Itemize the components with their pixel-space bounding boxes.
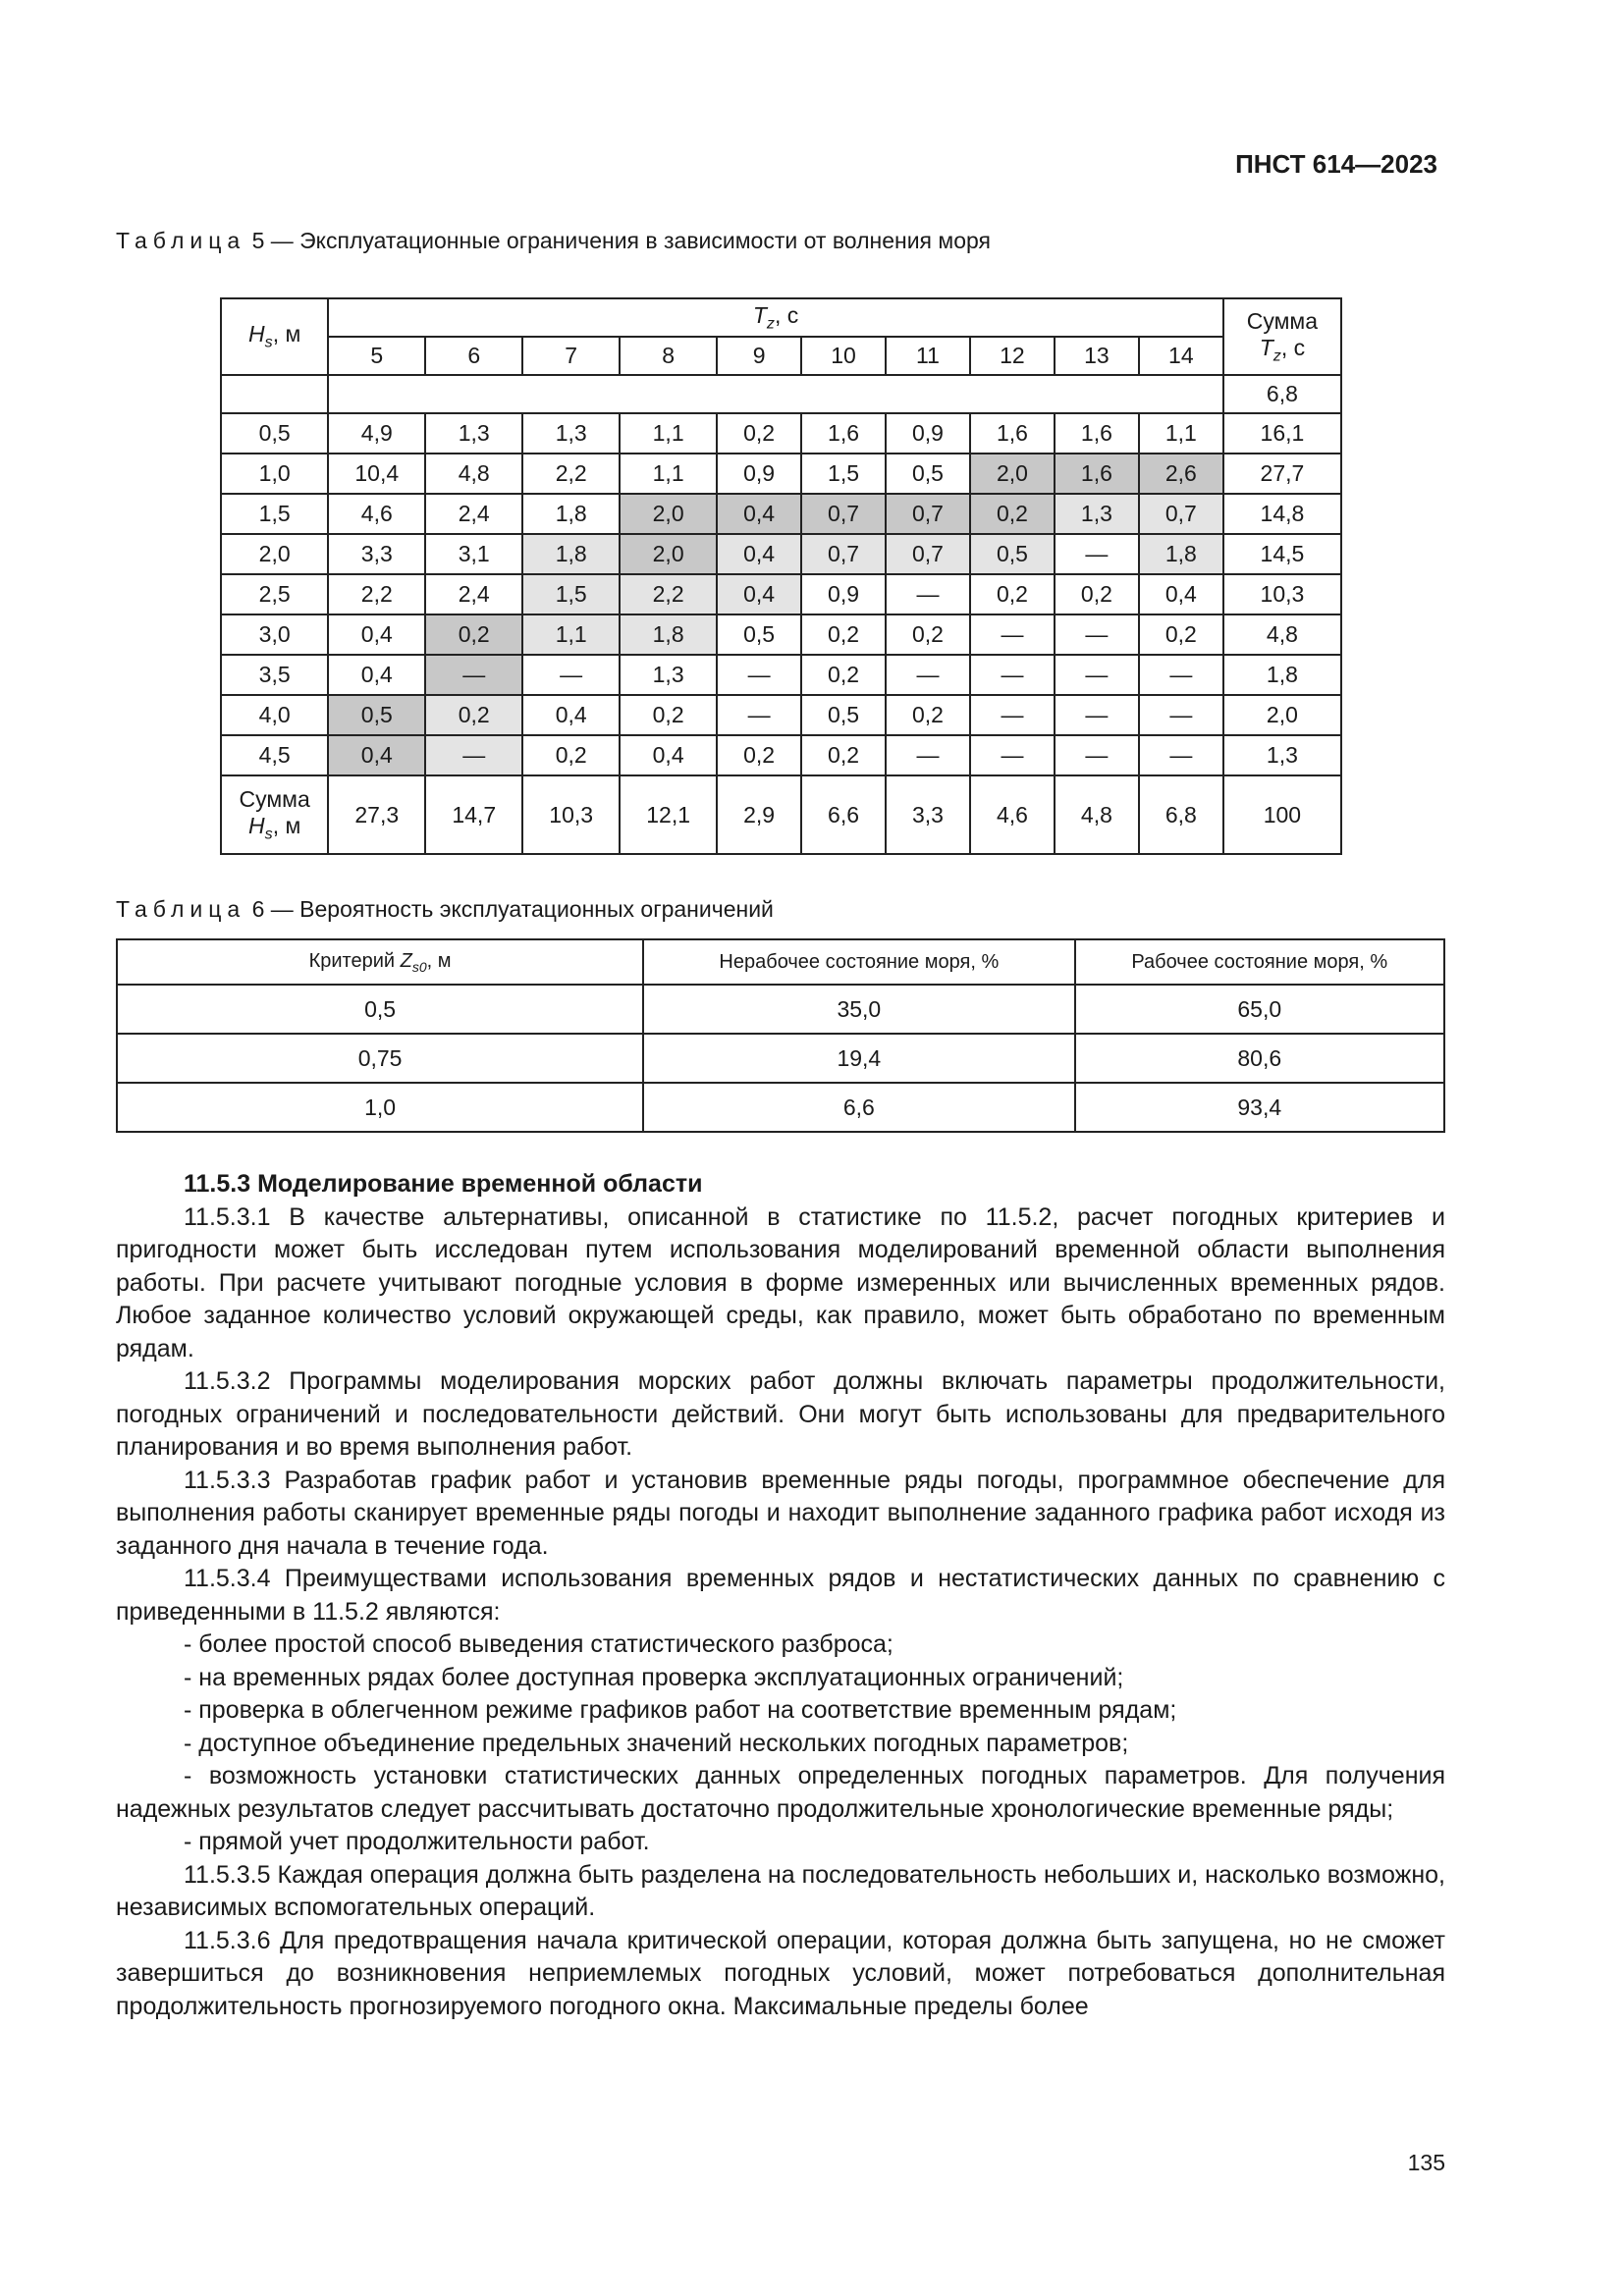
tz-column-header: 8 xyxy=(620,337,717,375)
table-cell: 1,3 xyxy=(425,413,522,454)
table-cell: 0,2 xyxy=(801,614,886,655)
row-sum: 16,1 xyxy=(1223,413,1341,454)
table-row xyxy=(221,695,1341,735)
hs-value: 2,0 xyxy=(221,534,328,574)
row-sum: 1,8 xyxy=(1223,655,1341,695)
table-cell: 0,2 xyxy=(620,695,717,735)
table5-caption xyxy=(116,228,991,254)
table-cell: 0,4 xyxy=(717,574,801,614)
column-sum: 10,3 xyxy=(522,775,620,854)
column-sum: 4,6 xyxy=(970,775,1055,854)
list-item: - прямой учет продолжительности работ. xyxy=(184,1828,650,1855)
table-cell: 0,4 xyxy=(620,735,717,775)
table-row xyxy=(221,574,1341,614)
table-cell: 0,9 xyxy=(801,574,886,614)
table5-caption-text: 5 — Эксплуатационные ограничения в зависимости от волнения моря xyxy=(245,228,991,253)
hs-sum-label: Сумма $H_s$, м xyxy=(221,775,328,854)
table-cell: 2,0 xyxy=(620,534,717,574)
table-row xyxy=(117,1034,1444,1083)
table-cell: 0,2 xyxy=(425,614,522,655)
hs-value: 3,0 xyxy=(221,614,328,655)
hs-value: 4,5 xyxy=(221,735,328,775)
table-cell: 0,4 xyxy=(328,735,425,775)
table-cell: — xyxy=(886,655,970,695)
table-cell: 0,4 xyxy=(717,534,801,574)
table-cell: 1,8 xyxy=(1139,534,1223,574)
section-heading: 11.5.3 Моделирование временной области xyxy=(184,1170,703,1198)
list-item: - проверка в облегченном режиме графиков работ на соответствие временным рядам; xyxy=(184,1696,1177,1724)
table-cell: 4,8 xyxy=(425,454,522,494)
row-sum: 27,7 xyxy=(1223,454,1341,494)
probability-table xyxy=(116,938,1445,1133)
table-cell: 0,2 xyxy=(801,655,886,695)
table-cell: 0,2 xyxy=(717,735,801,775)
table-cell: 0,2 xyxy=(1139,614,1223,655)
hs-value: 3,5 xyxy=(221,655,328,695)
table-cell: 10,4 xyxy=(328,454,425,494)
table-cell: 1,3 xyxy=(522,413,620,454)
table-cell: — xyxy=(1055,735,1139,775)
paragraph: 11.5.3.4 Преимуществами использования временных рядов и нестатистических данных по сравнению с приведенными в 11.5.2 являются: xyxy=(116,1565,1445,1626)
table-cell: 2,6 xyxy=(1139,454,1223,494)
table-row xyxy=(117,985,1444,1034)
table-cell: 1,3 xyxy=(1055,494,1139,534)
blank-cell xyxy=(328,375,1223,413)
nonworking-cell: 35,0 xyxy=(643,985,1074,1034)
table-cell: 0,5 xyxy=(801,695,886,735)
list-item: - возможность установки статистических данных определенных погодных параметров. Для получения надежных результатов следует рассчитывать достаточно продолжительные хронологические временные ряды; xyxy=(116,1762,1445,1823)
table-row xyxy=(221,655,1341,695)
tz-column-header: 5 xyxy=(328,337,425,375)
table-cell: 2,2 xyxy=(328,574,425,614)
top-sum-cell: 6,8 xyxy=(1223,375,1341,413)
table-cell: — xyxy=(717,695,801,735)
tz-column-header: 13 xyxy=(1055,337,1139,375)
row-sum: 14,8 xyxy=(1223,494,1341,534)
nonworking-cell: 19,4 xyxy=(643,1034,1074,1083)
working-cell: 93,4 xyxy=(1075,1083,1444,1132)
nonworking-header: Нерабочее состояние моря, % xyxy=(643,939,1074,985)
column-sum: 27,3 xyxy=(328,775,425,854)
table6-caption-word: Таблица xyxy=(116,896,246,922)
table6-caption xyxy=(116,896,774,923)
table-cell: 0,5 xyxy=(970,534,1055,574)
table-cell: — xyxy=(1139,735,1223,775)
table-cell: 0,2 xyxy=(425,695,522,735)
table-cell: 0,4 xyxy=(1139,574,1223,614)
table-cell: 1,5 xyxy=(801,454,886,494)
tz-column-header: 12 xyxy=(970,337,1055,375)
table-cell: 0,4 xyxy=(522,695,620,735)
list-item: - на временных рядах более доступная проверка эксплуатационных ограничений; xyxy=(184,1663,1124,1691)
table-cell: 1,5 xyxy=(522,574,620,614)
working-cell: 65,0 xyxy=(1075,985,1444,1034)
table-cell: 0,7 xyxy=(886,494,970,534)
nonworking-cell: 6,6 xyxy=(643,1083,1074,1132)
column-sum: 12,1 xyxy=(620,775,717,854)
table-cell: 2,2 xyxy=(620,574,717,614)
table-row xyxy=(221,614,1341,655)
table-cell: 1,1 xyxy=(620,454,717,494)
working-cell: 80,6 xyxy=(1075,1034,1444,1083)
table-cell: 0,2 xyxy=(970,574,1055,614)
table-cell: 4,6 xyxy=(328,494,425,534)
table-cell: 0,2 xyxy=(1055,574,1139,614)
criterion-cell: 1,0 xyxy=(117,1083,643,1132)
hs-value: 4,0 xyxy=(221,695,328,735)
table-cell: 1,1 xyxy=(1139,413,1223,454)
table-cell: 1,1 xyxy=(522,614,620,655)
list-item: - более простой способ выведения статистического разброса; xyxy=(184,1630,893,1658)
tz-column-header: 11 xyxy=(886,337,970,375)
table-cell: 0,5 xyxy=(717,614,801,655)
table-row xyxy=(221,494,1341,534)
table-cell: — xyxy=(886,735,970,775)
column-sum: 6,6 xyxy=(801,775,886,854)
table-cell: 2,0 xyxy=(620,494,717,534)
hs-value: 2,5 xyxy=(221,574,328,614)
tz-column-header: 7 xyxy=(522,337,620,375)
table-cell: 0,4 xyxy=(717,494,801,534)
table-cell: 3,1 xyxy=(425,534,522,574)
table-cell: 0,2 xyxy=(970,494,1055,534)
table-cell: 1,1 xyxy=(620,413,717,454)
hs-value: 0,5 xyxy=(221,413,328,454)
table-cell: 0,4 xyxy=(328,655,425,695)
table-cell: 1,6 xyxy=(801,413,886,454)
grand-total: 100 xyxy=(1223,775,1341,854)
row-sum: 2,0 xyxy=(1223,695,1341,735)
paragraph: 11.5.3.5 Каждая операция должна быть разделена на последовательность небольших и, насколько возможно, независимых вспомогательных операций. xyxy=(116,1860,1445,1921)
page-number: 135 xyxy=(1407,2150,1445,2175)
column-sum: 2,9 xyxy=(717,775,801,854)
table-row xyxy=(117,1083,1444,1132)
criterion-cell: 0,5 xyxy=(117,985,643,1034)
criterion-cell: 0,75 xyxy=(117,1034,643,1083)
table-cell: 3,3 xyxy=(328,534,425,574)
tz-sum-header: Сумма $T_z$, с xyxy=(1223,298,1341,375)
column-sum: 4,8 xyxy=(1055,775,1139,854)
sea-state-table xyxy=(220,297,1342,855)
list-item: - доступное объединение предельных значений нескольких погодных параметров; xyxy=(184,1729,1129,1757)
table-cell: — xyxy=(970,655,1055,695)
table-cell: 2,0 xyxy=(970,454,1055,494)
row-sum: 1,3 xyxy=(1223,735,1341,775)
table-cell: — xyxy=(970,695,1055,735)
table-row xyxy=(221,413,1341,454)
body-text xyxy=(116,1168,1445,2023)
table-cell: 0,4 xyxy=(328,614,425,655)
table-cell: 1,6 xyxy=(970,413,1055,454)
hs-value: 1,0 xyxy=(221,454,328,494)
table-cell: — xyxy=(886,574,970,614)
table-cell: 2,4 xyxy=(425,494,522,534)
table-cell: 1,8 xyxy=(522,494,620,534)
table-cell: 1,3 xyxy=(620,655,717,695)
blank-cell xyxy=(221,375,328,413)
table-cell: — xyxy=(1055,655,1139,695)
table-cell: 0,2 xyxy=(886,695,970,735)
table-cell: 0,5 xyxy=(886,454,970,494)
table-cell: — xyxy=(1139,695,1223,735)
hs-header: $H_s$, м xyxy=(221,298,328,375)
table6-caption-text: 6 — Вероятность эксплуатационных ограничений xyxy=(245,896,774,922)
tz-column-header: 14 xyxy=(1139,337,1223,375)
working-header: Рабочее состояние моря, % xyxy=(1075,939,1444,985)
table-cell: 2,2 xyxy=(522,454,620,494)
paragraph: 11.5.3.2 Программы моделирования морских работ должны включать параметры продолжительности, погодных ограничений и последовательности действий. Они могут быть использованы для предварительного планирования и во время выполнения работ. xyxy=(116,1367,1445,1461)
column-sum: 6,8 xyxy=(1139,775,1223,854)
table-row xyxy=(221,735,1341,775)
table-cell: 4,9 xyxy=(328,413,425,454)
table-cell: 0,9 xyxy=(717,454,801,494)
table-cell: 1,8 xyxy=(620,614,717,655)
table-cell: 2,4 xyxy=(425,574,522,614)
table-cell: 0,2 xyxy=(717,413,801,454)
table-cell: — xyxy=(1055,614,1139,655)
table-row xyxy=(221,534,1341,574)
tz-column-header: 9 xyxy=(717,337,801,375)
document-code: ПНСТ 614—2023 xyxy=(1235,149,1437,179)
row-sum: 14,5 xyxy=(1223,534,1341,574)
column-sum: 3,3 xyxy=(886,775,970,854)
table-cell: — xyxy=(425,655,522,695)
table-cell: 0,7 xyxy=(1139,494,1223,534)
paragraph: 11.5.3.3 Разработав график работ и установив временные ряды погоды, программное обеспечение для выполнения работы сканирует временные ряды погоды и находит выполнение заданного графика работ исходя из заданного дня начала в течение года. xyxy=(116,1466,1445,1560)
table-cell: 0,2 xyxy=(522,735,620,775)
table-cell: — xyxy=(1139,655,1223,695)
table5-caption-word: Таблица xyxy=(116,228,246,253)
tz-column-header: 6 xyxy=(425,337,522,375)
tz-column-header: 10 xyxy=(801,337,886,375)
criterion-header: Критерий $Z_{s0}$, м xyxy=(117,939,643,985)
table-row xyxy=(221,454,1341,494)
table-cell: — xyxy=(970,614,1055,655)
table-cell: — xyxy=(1055,534,1139,574)
table-cell: 1,6 xyxy=(1055,413,1139,454)
table-cell: — xyxy=(1055,695,1139,735)
paragraph: 11.5.3.1 В качестве альтернативы, описанной в статистике по 11.5.2, расчет погодных критериев и пригодности может быть исследован путем использования моделирований временной области выполнения работы. При расчете учитывают погодные условия в форме измеренных или вычисленных временных рядов. Любое заданное количество условий окружающей среды, как правило, может быть обработано по временным рядам. xyxy=(116,1202,1445,1362)
table-cell: — xyxy=(970,735,1055,775)
row-sum: 4,8 xyxy=(1223,614,1341,655)
table-cell: — xyxy=(717,655,801,695)
table-cell: — xyxy=(425,735,522,775)
table-cell: 0,2 xyxy=(801,735,886,775)
table-cell: 0,7 xyxy=(801,494,886,534)
tz-header: $T_z$, с xyxy=(328,298,1223,337)
row-sum: 10,3 xyxy=(1223,574,1341,614)
table-cell: 0,7 xyxy=(886,534,970,574)
table-cell: 0,5 xyxy=(328,695,425,735)
table-cell: 0,7 xyxy=(801,534,886,574)
column-sum: 14,7 xyxy=(425,775,522,854)
table-cell: 1,6 xyxy=(1055,454,1139,494)
table-cell: 0,2 xyxy=(886,614,970,655)
table-cell: — xyxy=(522,655,620,695)
table-cell: 0,9 xyxy=(886,413,970,454)
paragraph: 11.5.3.6 Для предотвращения начала критической операции, которая должна быть запущена, но не сможет завершиться до возникновения неприемлемых погодных условий, может потребоваться дополнительная продолжительность прогнозируемого погодного окна. Максимальные пределы более xyxy=(116,1926,1445,2020)
hs-value: 1,5 xyxy=(221,494,328,534)
table-cell: 1,8 xyxy=(522,534,620,574)
